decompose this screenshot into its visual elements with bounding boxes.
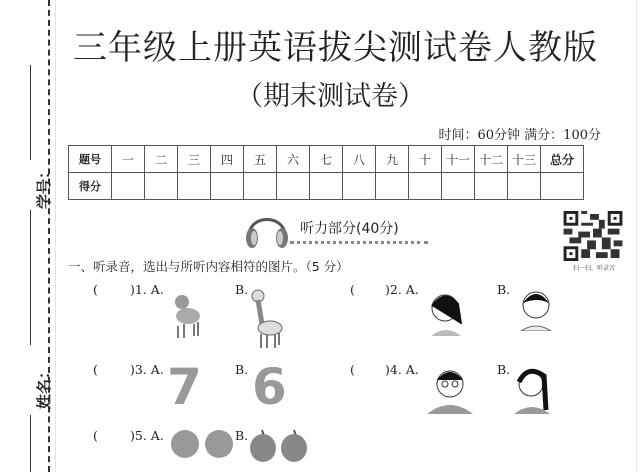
answer-paren[interactable]: ( <box>350 282 355 297</box>
score-cell[interactable] <box>310 173 343 200</box>
name-label: 姓名： <box>35 363 54 410</box>
question-number: )5. A. <box>130 428 164 443</box>
woman-image[interactable] <box>512 362 552 414</box>
question-number: )3. A. <box>130 362 164 377</box>
column-header: 十一 <box>442 146 475 173</box>
option-b-label: B. <box>235 362 249 377</box>
time-info: 时间：60分钟 满分：100分 <box>438 128 601 143</box>
column-header: 三 <box>178 146 211 173</box>
page-subtitle: （期末测试卷） <box>236 81 425 112</box>
column-header: 一 <box>112 146 145 173</box>
column-header: 十 <box>409 146 442 173</box>
cut-line <box>48 0 50 472</box>
score-cell[interactable] <box>145 173 178 200</box>
score-cell[interactable] <box>211 173 244 200</box>
score-cell[interactable] <box>244 173 277 200</box>
score-cell[interactable] <box>541 173 584 200</box>
table-row <box>69 146 584 173</box>
qr-caption: 扫一扫，听录音 <box>572 265 615 272</box>
column-header: 九 <box>376 146 409 173</box>
column-header: 八 <box>343 146 376 173</box>
answer-paren[interactable]: ( <box>93 282 98 297</box>
answer-paren[interactable]: ( <box>350 362 355 377</box>
column-header: 十三 <box>508 146 541 173</box>
question-number: )4. A. <box>385 362 419 377</box>
column-header: 五 <box>244 146 277 173</box>
row-header: 题号 <box>69 146 112 173</box>
option-b-label: B. <box>497 282 511 297</box>
listening-title: 听力部分(40分) <box>300 221 399 237</box>
name-line <box>30 415 31 472</box>
deer-image[interactable] <box>170 288 210 340</box>
score-cell[interactable] <box>409 173 442 200</box>
score-cell[interactable] <box>508 173 541 200</box>
headphones-icon <box>243 208 291 250</box>
score-table <box>68 145 584 200</box>
option-b-label: B. <box>235 282 249 297</box>
listening-underline <box>290 241 428 244</box>
column-header: 七 <box>310 146 343 173</box>
score-cell[interactable] <box>343 173 376 200</box>
answer-paren[interactable]: ( <box>93 362 98 377</box>
column-header: 六 <box>277 146 310 173</box>
number-six-image[interactable]: 6 <box>252 358 287 416</box>
question-number: )1. A. <box>130 282 164 297</box>
score-cell[interactable] <box>376 173 409 200</box>
score-cell[interactable] <box>475 173 508 200</box>
option-b-label: B. <box>235 428 249 443</box>
option-b-label: B. <box>497 362 511 377</box>
boy-image[interactable] <box>515 285 557 331</box>
answer-paren[interactable]: ( <box>93 428 98 443</box>
column-header: 二 <box>145 146 178 173</box>
man-image[interactable] <box>425 362 475 414</box>
student-id-label: 学号： <box>35 163 54 210</box>
student-id-line <box>30 210 31 345</box>
column-header: 四 <box>211 146 244 173</box>
section-title: 一、听录音，选出与所听内容相符的图片。（5 分） <box>68 259 349 274</box>
page-title: 三年级上册英语拔尖测试卷人教版 <box>73 28 598 68</box>
girl-image[interactable] <box>425 288 467 336</box>
qr-code-icon[interactable] <box>563 211 623 261</box>
column-header: 总分 <box>541 146 584 173</box>
number-seven-image[interactable]: 7 <box>167 358 202 416</box>
score-cell[interactable] <box>442 173 475 200</box>
apples-image[interactable] <box>248 426 308 464</box>
row-header: 得分 <box>69 173 112 200</box>
score-cell[interactable] <box>277 173 310 200</box>
oranges-image[interactable] <box>170 428 236 460</box>
score-cell[interactable] <box>112 173 145 200</box>
question-number: )2. A. <box>385 282 419 297</box>
column-header: 十二 <box>475 146 508 173</box>
giraffe-image[interactable] <box>248 288 288 350</box>
score-cell[interactable] <box>178 173 211 200</box>
table-row <box>69 173 584 200</box>
